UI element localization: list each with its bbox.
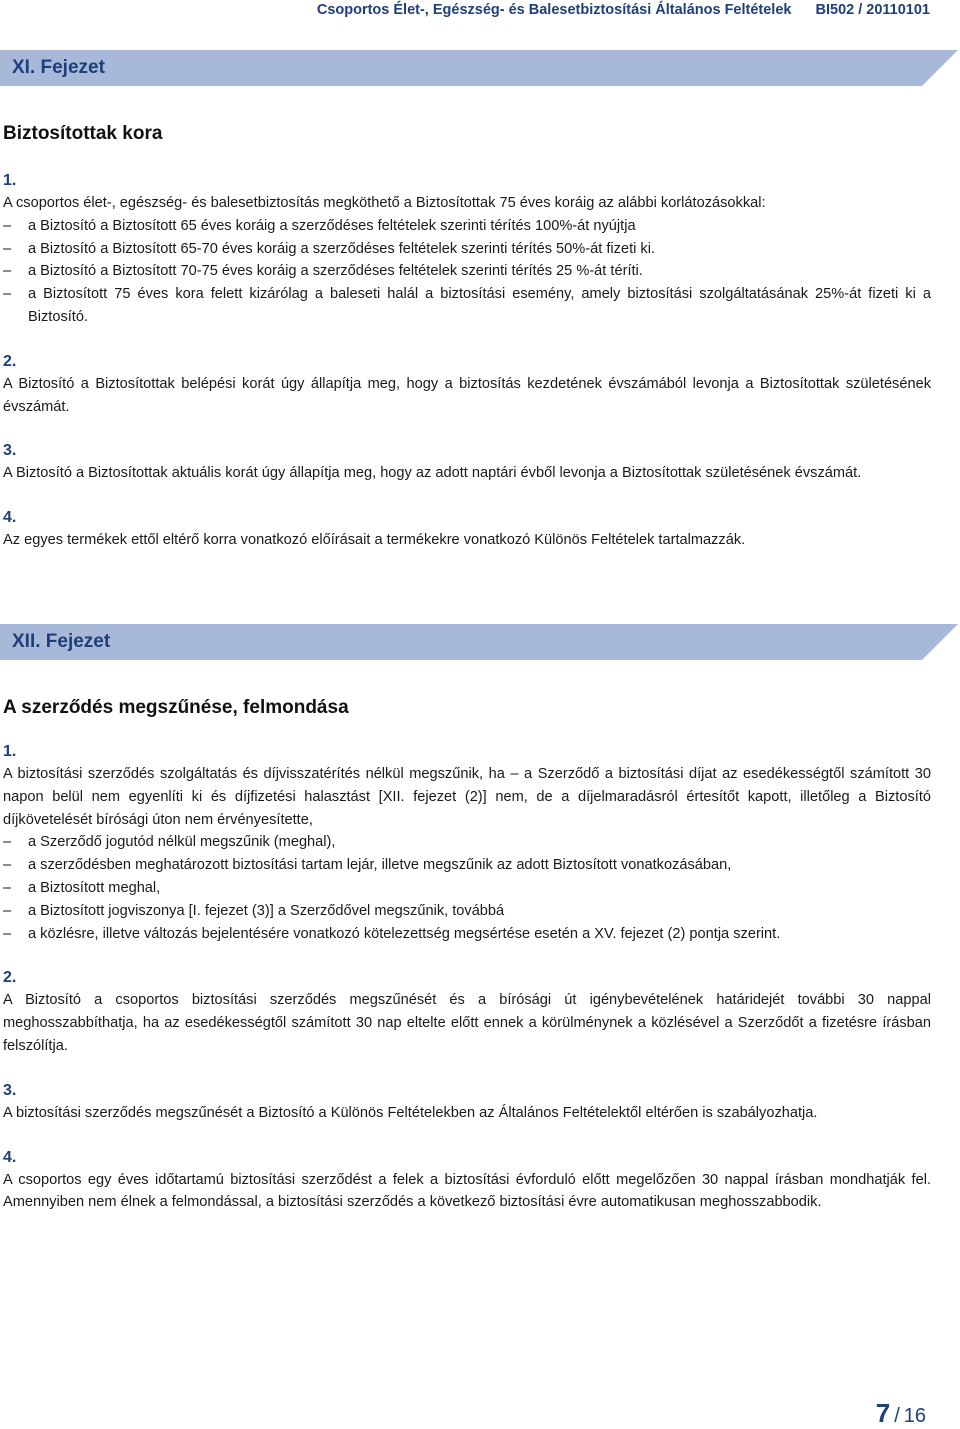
chapter-band-xi bbox=[0, 50, 960, 86]
chapter-band-xii bbox=[0, 624, 960, 660]
page-separator: / bbox=[894, 1405, 900, 1427]
page-number bbox=[876, 1398, 926, 1429]
list-item: – a Biztosított jogviszonya [I. fejezet (3)] a Szerződővel megszűnik, továbbá bbox=[3, 900, 931, 923]
paragraph-text: A csoportos élet-, egészség- és balesetbiztosítás megköthető a Biztosítottak 75 éves koráig az alábbi korlátozásokkal: bbox=[3, 195, 766, 211]
paragraph-number: 3. bbox=[3, 1081, 17, 1099]
paragraph-text: Az egyes termékek ettől eltérő korra vonatkozó előírásait a termékekre vonatkozó Különös Feltételek tartalmazzák. bbox=[3, 532, 746, 549]
chapter-xi-body bbox=[3, 170, 931, 552]
list-item: – a Szerződő jogutód nélkül megszűnik (meghal), bbox=[3, 831, 931, 854]
dash-list bbox=[3, 215, 931, 329]
chapter-band-background bbox=[0, 50, 960, 86]
running-header bbox=[317, 2, 930, 18]
section-title: A szerződés megszűnése, felmondása bbox=[3, 697, 349, 718]
paragraph-number: 4. bbox=[3, 509, 17, 527]
list-item: – a közlésre, illetve változás bejelentésére vonatkozó kötelezettség megsértése esetén a XV. fejezet (2) pontja szerint. bbox=[3, 923, 931, 946]
paragraph-text: A biztosítási szerződés megszűnését a Biztosító a Különös Feltételekben az Általános Feltételektől eltérően is szabályozhatja. bbox=[3, 1104, 818, 1121]
paragraph-text: A biztosítási szerződés szolgáltatás és díjvisszatérítés nélkül megszűnik, ha – a Szerződő a biztosítási díjat az esedékességtől számított 30 napon belül nem egyenlíti ki és díjfizetési halasztást [XII. fejezet (2)] nem, de a díjelmaradásról értesítőt kapott, illetőleg a Biztosító díjkövetelését bírósági úton nem érvényesítette, bbox=[3, 766, 931, 828]
paragraph-number: 4. bbox=[3, 1148, 17, 1166]
list-item: – a Biztosított meghal, bbox=[3, 877, 931, 900]
dash-list bbox=[3, 831, 931, 945]
list-item: – a Biztosító a Biztosított 65-70 éves koráig a szerződéses feltételek szerinti térítés 50%-át fizeti ki. bbox=[3, 238, 931, 261]
list-item: – a Biztosító a Biztosított 65 éves koráig a szerződéses feltételek szerinti térítés 100%-át nyújtja bbox=[3, 215, 931, 238]
current-page: 7 bbox=[875, 1398, 891, 1428]
chapter-xii-body bbox=[3, 741, 931, 1214]
paragraph-text: A Biztosító a csoportos biztosítási szerződés megszűnését és a bírósági út igénybevételének határidejét további 30 nappal meghosszabbíthatja, ha az esedékességtől számított 30 nap eltelte előtt ennek a körülménynek a közlésével a Szerződőt a fizetésre írásban felszólítja. bbox=[3, 992, 931, 1054]
paragraph-number: 1. bbox=[3, 172, 17, 189]
list-item: – a Biztosító a Biztosított 70-75 éves koráig a szerződéses feltételek szerinti térítés 25 %-át téríti. bbox=[3, 260, 931, 283]
paragraph-number: 3. bbox=[3, 442, 17, 460]
chapter-heading: XII. Fejezet bbox=[12, 631, 111, 652]
chapter-band-background bbox=[0, 624, 960, 660]
total-pages: 16 bbox=[903, 1405, 926, 1427]
paragraph-text: A Biztosító a Biztosítottak aktuális korát úgy állapítja meg, hogy az adott naptári évből levonja a Biztosítottak születésének évszámát. bbox=[3, 465, 862, 482]
paragraph-number: 2. bbox=[3, 352, 17, 370]
list-item: – a szerződésben meghatározott biztosítási tartam lejár, illetve megszűnik az adott Biztosított vonatkozásában, bbox=[3, 854, 931, 877]
paragraph-text: A csoportos egy éves időtartamú biztosítási szerződést a felek a biztosítási évforduló előtt megelőzően 30 nappal írásban mondhatják fel. Amennyiben nem élnek a felmondással, a biztosítási szerződés a következő biztosítási évre automatikusan meghosszabbodik. bbox=[3, 1171, 931, 1211]
document-title: Csoportos Élet-, Egészség- és Balesetbiztosítási Általános Feltételek bbox=[316, 2, 792, 18]
section-title: Biztosítottak kora bbox=[3, 123, 163, 144]
chapter-heading: XI. Fejezet bbox=[12, 57, 105, 78]
paragraph-number: 1. bbox=[3, 743, 17, 760]
paragraph-text: A Biztosító a Biztosítottak belépési korát úgy állapítja meg, hogy a biztosítás kezdetének évszámából levonja a Biztosítottak születésének évszámát. bbox=[3, 375, 931, 415]
list-item: – a Biztosított 75 éves kora felett kizárólag a baleseti halál a biztosítási esemény, amely biztosítási szolgáltatásának 25%-át fizeti ki a Biztosító. bbox=[3, 283, 931, 329]
document-code: BI502 / 20110101 bbox=[815, 2, 930, 18]
paragraph-number: 2. bbox=[3, 969, 17, 987]
